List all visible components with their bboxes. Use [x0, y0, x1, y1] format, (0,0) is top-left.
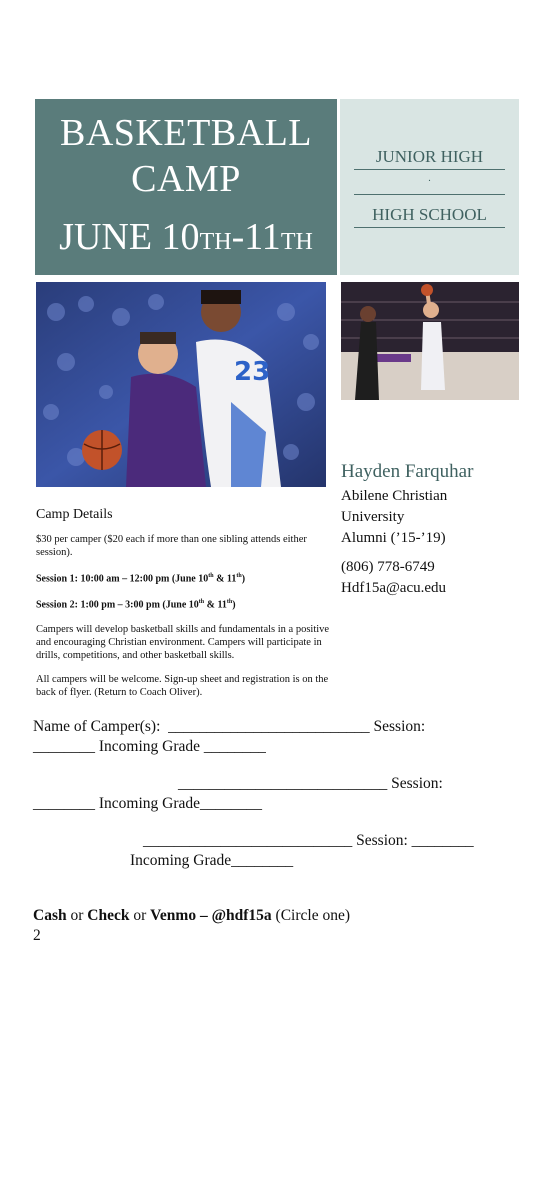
payment-venmo[interactable]: Venmo – @hdf15a: [150, 907, 272, 924]
level-dot: .: [428, 173, 431, 184]
level-divider: [354, 194, 505, 195]
registration-note: All campers will be welcome. Sign-up sheet and registration is on the back of flyer. (Return to Coach Oliver).: [36, 673, 329, 698]
coach-email[interactable]: Hdf15a@acu.edu: [341, 580, 447, 596]
level-junior-high: JUNIOR HIGH: [375, 147, 484, 166]
level-high-school: HIGH SCHOOL: [372, 205, 487, 224]
form-row-3-line-2[interactable]: Incoming Grade________: [130, 852, 294, 869]
title-line-1: BASKETBALL: [60, 112, 312, 154]
page-number: 2: [33, 927, 41, 944]
form-row-2-line-1[interactable]: ___________________________ Session:: [178, 775, 443, 792]
payment-instruction: (Circle one): [271, 907, 350, 924]
camp-title-banner: [35, 99, 337, 275]
coach-school-line-1: Abilene Christian: [341, 488, 448, 504]
coach-name: Hayden Farquhar: [341, 461, 474, 482]
form-row-2-line-2[interactable]: ________ Incoming Grade________: [33, 795, 263, 812]
coach-phone[interactable]: (806) 778-6749: [341, 559, 435, 575]
session-1-info: Session 1: 10:00 am – 12:00 pm (June 10th & 11th): [36, 573, 246, 585]
shooter-photo: [341, 282, 519, 400]
payment-options: Cash or Check or Venmo – @hdf15a (Circle one) 2: [33, 907, 350, 944]
coach-school-line-2: University: [341, 509, 405, 525]
coach-contact: [341, 461, 541, 599]
svg-text:23: 23: [234, 357, 271, 387]
payment-cash[interactable]: Cash: [33, 907, 67, 924]
level-divider: [354, 227, 505, 228]
camp-description: Campers will develop basketball skills and fundamentals in a positive and encouraging Christian environment. Campers will participate in drills, competitions, and other basketball skills.: [36, 623, 330, 661]
camp-dates: JUNE 10TH-11TH: [59, 216, 313, 258]
title-line-2: CAMP: [131, 158, 241, 200]
form-row-1-line-1[interactable]: Name of Camper(s): __________________________ Session:: [33, 718, 426, 735]
grade-levels-box: [340, 99, 519, 275]
form-row-3-line-1[interactable]: ___________________________ Session: ________: [143, 832, 474, 849]
session-2-info: Session 2: 1:00 pm – 3:00 pm (June 10th & 11th): [36, 599, 236, 611]
camp-details: [36, 508, 336, 710]
basketball-game-photo: [36, 282, 326, 487]
details-heading: Camp Details: [36, 507, 113, 522]
price-info: $30 per camper ($20 each if more than one sibling attends either session).: [36, 534, 307, 558]
payment-check[interactable]: Check: [87, 907, 130, 924]
level-divider: [354, 169, 505, 170]
coach-alumni: Alumni (’15-’19): [341, 530, 446, 546]
form-row-1-line-2[interactable]: ________ Incoming Grade ________: [33, 738, 266, 755]
